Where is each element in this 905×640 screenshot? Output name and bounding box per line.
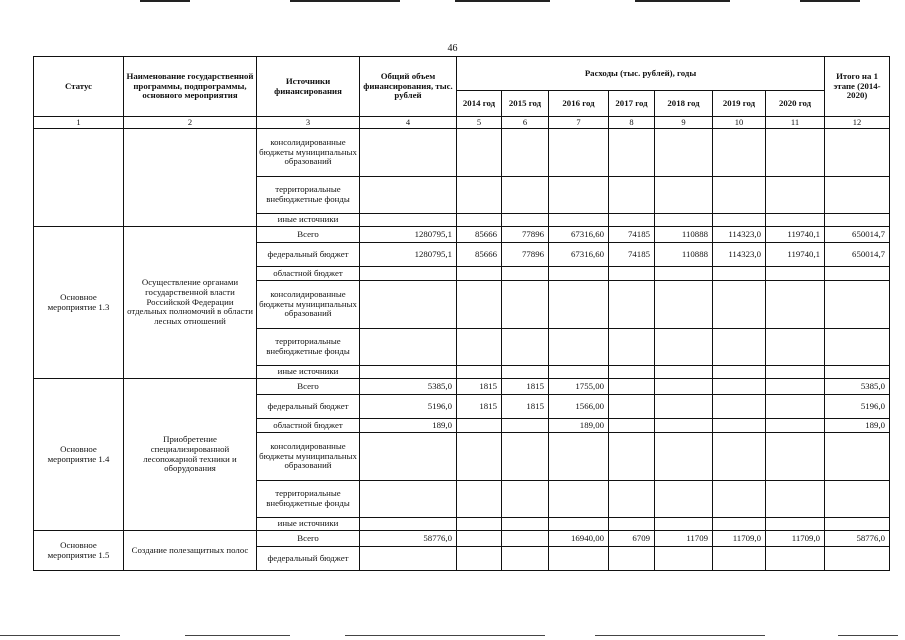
header-year: 2014 год: [457, 91, 502, 117]
scan-top-edge: [635, 0, 730, 2]
value-cell: [713, 177, 766, 214]
value-cell: [549, 177, 609, 214]
value-cell: [549, 281, 609, 329]
column-number: 6: [502, 117, 549, 129]
value-cell: [713, 281, 766, 329]
value-cell: [360, 129, 457, 177]
value-cell: [655, 547, 713, 571]
column-number: 1: [34, 117, 124, 129]
status-cell: [34, 129, 124, 227]
source-cell: иные источники: [257, 366, 360, 379]
value-cell: [457, 419, 502, 433]
source-cell: областной бюджет: [257, 267, 360, 281]
value-cell: 58776,0: [825, 531, 890, 547]
value-cell: [457, 481, 502, 518]
value-cell: [609, 329, 655, 366]
header-expenses: Расходы (тыс. рублей), годы: [457, 57, 825, 91]
value-cell: [713, 547, 766, 571]
value-cell: [502, 518, 549, 531]
value-cell: [457, 214, 502, 227]
value-cell: [502, 547, 549, 571]
value-cell: 11709,0: [713, 531, 766, 547]
value-cell: [766, 379, 825, 395]
value-cell: 1280795,1: [360, 243, 457, 267]
value-cell: 1815: [457, 395, 502, 419]
value-cell: [609, 281, 655, 329]
value-cell: 5385,0: [360, 379, 457, 395]
scan-bottom-edge: [345, 635, 545, 636]
value-cell: [655, 395, 713, 419]
value-cell: [360, 281, 457, 329]
header-status: Статус: [34, 57, 124, 117]
value-cell: [457, 531, 502, 547]
value-cell: [825, 433, 890, 481]
value-cell: [655, 366, 713, 379]
value-cell: [766, 177, 825, 214]
value-cell: [360, 177, 457, 214]
value-cell: 77896: [502, 243, 549, 267]
value-cell: 6709: [609, 531, 655, 547]
value-cell: [825, 329, 890, 366]
value-cell: 5196,0: [825, 395, 890, 419]
value-cell: [825, 267, 890, 281]
value-cell: [609, 395, 655, 419]
value-cell: 110888: [655, 227, 713, 243]
source-cell: федеральный бюджет: [257, 395, 360, 419]
value-cell: [766, 395, 825, 419]
value-cell: [360, 267, 457, 281]
value-cell: [713, 267, 766, 281]
value-cell: [766, 267, 825, 281]
value-cell: [360, 518, 457, 531]
value-cell: [766, 419, 825, 433]
value-cell: [609, 214, 655, 227]
value-cell: [360, 547, 457, 571]
table-row: [34, 227, 890, 243]
page-number: 46: [447, 43, 458, 54]
value-cell: 1566,00: [549, 395, 609, 419]
value-cell: [502, 267, 549, 281]
value-cell: 650014,7: [825, 227, 890, 243]
value-cell: [655, 433, 713, 481]
value-cell: [609, 366, 655, 379]
value-cell: 189,00: [549, 419, 609, 433]
header-itogo: Итого на 1 этапе (2014-2020): [825, 57, 890, 117]
value-cell: [655, 518, 713, 531]
value-cell: 67316,60: [549, 243, 609, 267]
value-cell: 1815: [502, 395, 549, 419]
value-cell: [360, 433, 457, 481]
value-cell: [609, 267, 655, 281]
header-sources: Источники финансирования: [257, 57, 360, 117]
value-cell: [655, 267, 713, 281]
value-cell: 67316,60: [549, 227, 609, 243]
value-cell: [549, 433, 609, 481]
value-cell: [766, 366, 825, 379]
value-cell: [655, 177, 713, 214]
value-cell: 1755,00: [549, 379, 609, 395]
value-cell: 85666: [457, 227, 502, 243]
column-number: 4: [360, 117, 457, 129]
value-cell: [457, 267, 502, 281]
column-number: 11: [766, 117, 825, 129]
source-cell: иные источники: [257, 518, 360, 531]
source-cell: областной бюджет: [257, 419, 360, 433]
source-cell: иные источники: [257, 214, 360, 227]
source-cell: консолидированные бюджеты муниципальных образований: [257, 281, 360, 329]
value-cell: [713, 366, 766, 379]
value-cell: 189,0: [360, 419, 457, 433]
value-cell: [502, 177, 549, 214]
table-row: [34, 531, 890, 547]
value-cell: [825, 366, 890, 379]
value-cell: 114323,0: [713, 227, 766, 243]
header-year: 2017 год: [609, 91, 655, 117]
value-cell: [713, 379, 766, 395]
value-cell: [502, 531, 549, 547]
value-cell: [609, 481, 655, 518]
value-cell: [609, 518, 655, 531]
column-number-row: [34, 117, 890, 129]
value-cell: [766, 547, 825, 571]
value-cell: [766, 433, 825, 481]
scan-bottom-edge: [838, 635, 898, 636]
value-cell: 1815: [457, 379, 502, 395]
scan-bottom-edge: [595, 635, 765, 636]
header-year: 2016 год: [549, 91, 609, 117]
value-cell: [502, 366, 549, 379]
program-name-cell: Приобретение специализированной лесопожарной техники и оборудования: [124, 379, 257, 531]
header-total: Общий объем финансирования, тыс. рублей: [360, 57, 457, 117]
value-cell: [549, 267, 609, 281]
header-year: 2020 год: [766, 91, 825, 117]
value-cell: [457, 329, 502, 366]
header-year: 2015 год: [502, 91, 549, 117]
value-cell: [609, 379, 655, 395]
value-cell: 11709,0: [766, 531, 825, 547]
header-name: Наименование государственной программы, подпрограммы, основного мероприятия: [124, 57, 257, 117]
column-number: 3: [257, 117, 360, 129]
value-cell: [713, 395, 766, 419]
value-cell: 1280795,1: [360, 227, 457, 243]
value-cell: [549, 518, 609, 531]
value-cell: [360, 329, 457, 366]
value-cell: [825, 547, 890, 571]
header-year: 2019 год: [713, 91, 766, 117]
value-cell: 110888: [655, 243, 713, 267]
source-cell: федеральный бюджет: [257, 547, 360, 571]
column-number: 10: [713, 117, 766, 129]
value-cell: [655, 481, 713, 518]
value-cell: [457, 281, 502, 329]
scan-top-edge: [140, 0, 190, 2]
value-cell: [766, 129, 825, 177]
value-cell: 119740,1: [766, 243, 825, 267]
value-cell: [766, 481, 825, 518]
program-name-cell: [124, 129, 257, 227]
value-cell: [825, 281, 890, 329]
value-cell: [655, 214, 713, 227]
value-cell: [655, 379, 713, 395]
value-cell: 77896: [502, 227, 549, 243]
column-number: 7: [549, 117, 609, 129]
value-cell: [502, 281, 549, 329]
value-cell: [502, 419, 549, 433]
status-cell: Основное мероприятие 1.3: [34, 227, 124, 379]
value-cell: [457, 433, 502, 481]
column-number: 5: [457, 117, 502, 129]
value-cell: [549, 214, 609, 227]
column-number: 12: [825, 117, 890, 129]
value-cell: [609, 129, 655, 177]
value-cell: [825, 518, 890, 531]
source-cell: консолидированные бюджеты муниципальных образований: [257, 129, 360, 177]
program-name-cell: Создание полезащитных полос: [124, 531, 257, 571]
value-cell: [549, 547, 609, 571]
column-number: 2: [124, 117, 257, 129]
source-cell: Всего: [257, 227, 360, 243]
value-cell: [713, 129, 766, 177]
value-cell: 119740,1: [766, 227, 825, 243]
value-cell: [549, 481, 609, 518]
value-cell: 5385,0: [825, 379, 890, 395]
value-cell: [766, 518, 825, 531]
value-cell: [360, 481, 457, 518]
value-cell: [609, 177, 655, 214]
value-cell: [609, 433, 655, 481]
value-cell: 58776,0: [360, 531, 457, 547]
table-body: [34, 129, 890, 571]
value-cell: [502, 129, 549, 177]
value-cell: [825, 177, 890, 214]
value-cell: [713, 518, 766, 531]
value-cell: [766, 329, 825, 366]
value-cell: [713, 329, 766, 366]
source-cell: федеральный бюджет: [257, 243, 360, 267]
value-cell: [502, 214, 549, 227]
value-cell: [360, 366, 457, 379]
value-cell: [549, 129, 609, 177]
value-cell: [713, 419, 766, 433]
source-cell: консолидированные бюджеты муниципальных образований: [257, 433, 360, 481]
value-cell: [457, 177, 502, 214]
value-cell: [766, 214, 825, 227]
value-cell: [502, 481, 549, 518]
scan-top-edge: [455, 0, 550, 2]
table-row: [34, 129, 890, 177]
column-number: 8: [609, 117, 655, 129]
value-cell: [655, 129, 713, 177]
value-cell: [549, 366, 609, 379]
value-cell: [766, 281, 825, 329]
value-cell: [825, 481, 890, 518]
value-cell: 5196,0: [360, 395, 457, 419]
source-cell: территориальные внебюджетные фонды: [257, 177, 360, 214]
budget-table: [33, 56, 890, 571]
header-year: 2018 год: [655, 91, 713, 117]
value-cell: [713, 214, 766, 227]
program-name-cell: Осуществление органами государственной власти Российской Федерации отдельных полномочий в области лесных отношений: [124, 227, 257, 379]
source-cell: территориальные внебюджетные фонды: [257, 329, 360, 366]
source-cell: территориальные внебюджетные фонды: [257, 481, 360, 518]
column-number: 9: [655, 117, 713, 129]
scan-top-edge: [800, 0, 860, 2]
value-cell: [655, 419, 713, 433]
value-cell: [713, 433, 766, 481]
scan-bottom-edge: [185, 635, 290, 636]
table-row: [34, 379, 890, 395]
value-cell: [713, 481, 766, 518]
value-cell: 189,0: [825, 419, 890, 433]
value-cell: 11709: [655, 531, 713, 547]
status-cell: Основное мероприятие 1.4: [34, 379, 124, 531]
value-cell: 74185: [609, 227, 655, 243]
value-cell: [360, 214, 457, 227]
value-cell: 74185: [609, 243, 655, 267]
scan-bottom-edge: [0, 635, 120, 636]
value-cell: [609, 419, 655, 433]
scan-top-edge: [290, 0, 400, 2]
value-cell: [825, 129, 890, 177]
source-cell: Всего: [257, 531, 360, 547]
value-cell: 114323,0: [713, 243, 766, 267]
value-cell: [655, 329, 713, 366]
value-cell: [549, 329, 609, 366]
value-cell: [457, 129, 502, 177]
value-cell: [655, 281, 713, 329]
value-cell: [457, 547, 502, 571]
value-cell: [825, 214, 890, 227]
status-cell: Основное мероприятие 1.5: [34, 531, 124, 571]
value-cell: 650014,7: [825, 243, 890, 267]
value-cell: [502, 433, 549, 481]
value-cell: [457, 518, 502, 531]
source-cell: Всего: [257, 379, 360, 395]
value-cell: 16940,00: [549, 531, 609, 547]
value-cell: 1815: [502, 379, 549, 395]
value-cell: [609, 547, 655, 571]
value-cell: 85666: [457, 243, 502, 267]
value-cell: [457, 366, 502, 379]
value-cell: [502, 329, 549, 366]
